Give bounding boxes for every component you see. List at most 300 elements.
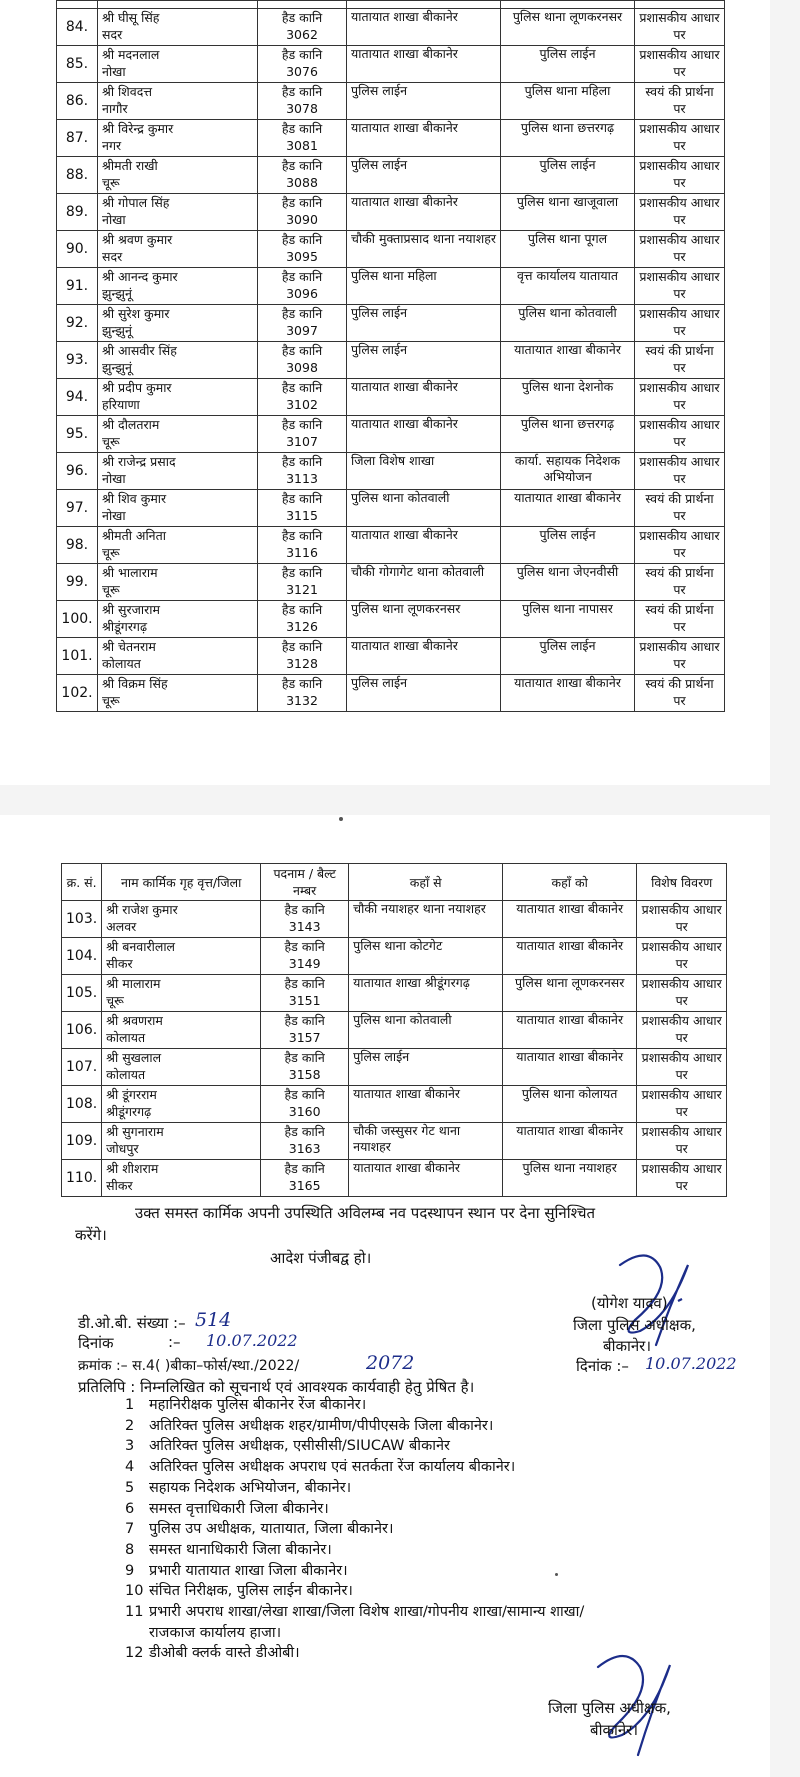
employee-home-district: झुन्झुनूं: [102, 286, 132, 301]
remarks: प्रशासकीय आधार पर: [635, 46, 725, 83]
copy-to-item-number: 5: [125, 1479, 135, 1496]
employee-home-district: चूरू: [102, 582, 120, 597]
to-location: पुलिस थाना नयाशहर: [503, 1160, 637, 1197]
designation: हैड कानि: [281, 639, 323, 654]
document-page-1: [0, 0, 770, 785]
designation: हैड कानि: [281, 195, 323, 210]
employee-home-district: सदर: [102, 249, 123, 264]
from-location: चौकी गोगागेट थाना कोतवाली: [347, 564, 501, 601]
from-location: यातायात शाखा बीकानेर: [347, 46, 501, 83]
employee-cell: [98, 157, 258, 194]
kramank-number-handwritten: 2072: [366, 1352, 415, 1374]
employee-cell: [98, 342, 258, 379]
employee-cell: [102, 975, 261, 1012]
to-location: पुलिस थाना खाजूवाला: [501, 194, 635, 231]
belt-number: 3097: [286, 323, 318, 338]
designation: हैड कानि: [284, 939, 325, 954]
serial-number: 88.: [57, 157, 98, 194]
copy-to-item-text: अतिरिक्त पुलिस अधीक्षक अपराध एवं सतर्कता रेंज कार्यालय बीकानेर।: [149, 1459, 516, 1476]
employee-name: श्री राजेश कुमार: [106, 902, 178, 917]
serial-number: 100.: [57, 601, 98, 638]
employee-name: श्री चेतनराम: [102, 639, 156, 654]
employee-name: श्री सुगनाराम: [106, 1124, 164, 1139]
designation: हैड कानि: [284, 1087, 325, 1102]
to-location: पुलिस लाईन: [501, 527, 635, 564]
serial-number: 86.: [57, 83, 98, 120]
table-row: [57, 194, 725, 231]
table-row: [57, 231, 725, 268]
designation: हैड कानि: [281, 380, 323, 395]
belt-number: 3116: [286, 545, 318, 560]
employee-cell: [98, 305, 258, 342]
from-location: यातायात शाखा बीकानेर: [349, 1086, 503, 1123]
remarks: प्रशासकीय आधार पर: [637, 938, 727, 975]
designation-cell: [258, 305, 347, 342]
table-row: [57, 453, 725, 490]
copy-to-item-number: 12: [125, 1645, 144, 1662]
employee-cell: [98, 601, 258, 638]
table-row: [57, 342, 725, 379]
designation-cell: [258, 601, 347, 638]
table-row: [62, 1123, 727, 1160]
belt-number: 3143: [288, 919, 321, 934]
table-row: [57, 416, 725, 453]
serial-number: 91.: [57, 268, 98, 305]
scan-dot: [339, 817, 343, 821]
serial-number: 85.: [57, 46, 98, 83]
designation: हैड कानि: [281, 454, 323, 469]
serial-number: 99.: [57, 564, 98, 601]
designation: हैड कानि: [281, 417, 323, 432]
copy-to-item: [125, 1623, 584, 1644]
designation: हैड कानि: [281, 10, 323, 25]
scan-dot: [555, 1573, 558, 1576]
belt-number: 3157: [288, 1030, 321, 1045]
employee-cell: [98, 453, 258, 490]
from-location: यातायात शाखा श्रीडूंगरगढ़: [349, 975, 503, 1012]
copy-to-item: [125, 1436, 584, 1457]
remarks: प्रशासकीय आधार पर: [635, 9, 725, 46]
copy-to-intro: प्रतिलिपि : निम्नलिखित को सूचनार्थ एवं आवश्यक कार्यवाही हेतु प्रेषित है।: [78, 1378, 475, 1396]
designation-cell: [261, 901, 349, 938]
table-row: [57, 638, 725, 675]
serial-number: 98.: [57, 527, 98, 564]
employee-home-district: नगर: [102, 138, 122, 153]
remarks: प्रशासकीय आधार पर: [637, 1160, 727, 1197]
employee-home-district: चूरू: [102, 434, 120, 449]
employee-name: श्री बनवारीलाल: [106, 939, 176, 954]
copy-to-item-number: 1: [125, 1397, 135, 1413]
table-row: [57, 379, 725, 416]
copy-to-item: [125, 1395, 584, 1416]
from-location: यातायात शाखा बीकानेर: [347, 416, 501, 453]
designation-cell: [261, 1160, 349, 1197]
dob-date-separator: :–: [168, 1333, 181, 1351]
employee-cell: [102, 1086, 261, 1123]
remarks: स्वयं की प्रार्थना पर: [635, 490, 725, 527]
serial-number: 90.: [57, 231, 98, 268]
table-row: [57, 305, 725, 342]
designation: हैड कानि: [284, 1124, 325, 1139]
remarks: स्वयं की प्रार्थना पर: [635, 342, 725, 379]
employee-name: श्री विरेन्द्र कुमार: [102, 121, 174, 136]
copy-to-item-number: 9: [125, 1562, 135, 1579]
employee-cell: [98, 46, 258, 83]
header-remarks: विशेष विवरण: [637, 864, 727, 901]
serial-number: 96.: [57, 453, 98, 490]
employee-cell: [102, 1049, 261, 1086]
to-location: पुलिस थाना कोतवाली: [501, 305, 635, 342]
employee-home-district: कोलायत: [106, 1030, 146, 1045]
employee-name: श्री दौलतराम: [102, 417, 160, 432]
table-row: [57, 83, 725, 120]
to-location: पुलिस थाना छत्तरगढ़: [501, 120, 635, 157]
belt-number: 3096: [286, 286, 318, 301]
remarks: प्रशासकीय आधार पर: [635, 416, 725, 453]
belt-number: 3132: [286, 693, 318, 708]
from-location: पुलिस थाना कोटगेट: [349, 938, 503, 975]
from-location: पुलिस लाईन: [347, 83, 501, 120]
transfer-table-page-1: [56, 0, 725, 712]
from-location: जिला विशेष शाखा: [347, 453, 501, 490]
designation-cell: [261, 975, 349, 1012]
employee-cell: [98, 416, 258, 453]
copy-to-item-text: सहायक निदेशक अभियोजन, बीकानेर।: [149, 1479, 352, 1496]
from-location: चौकी नयाशहर थाना नयाशहर: [349, 901, 503, 938]
employee-home-district: चूरू: [106, 993, 124, 1008]
serial-number: 101.: [57, 638, 98, 675]
belt-number: 3078: [286, 101, 318, 116]
from-location: यातायात शाखा बीकानेर: [347, 379, 501, 416]
employee-name: श्री शिवदत्त: [102, 84, 153, 99]
employee-name: श्री विक्रम सिंह: [102, 676, 168, 691]
employee-name: श्री सुखलाल: [106, 1050, 162, 1065]
employee-name: श्रीमती अनिता: [102, 528, 166, 543]
designation-cell: [258, 527, 347, 564]
employee-home-district: नोखा: [102, 64, 126, 79]
copy-to-item: [125, 1519, 584, 1540]
remarks: प्रशासकीय आधार पर: [635, 527, 725, 564]
designation-cell: [258, 231, 347, 268]
belt-number: 3095: [286, 249, 318, 264]
table-row: [57, 601, 725, 638]
copy-to-item-number: 2: [125, 1417, 135, 1434]
from-location: चौकी जस्सुसर गेट थाना नयाशहर: [349, 1123, 503, 1160]
employee-name: श्री सुरेश कुमार: [102, 306, 170, 321]
employee-cell: [102, 1012, 261, 1049]
from-location: पुलिस लाईन: [347, 157, 501, 194]
signatory-2-place: बीकानेर।: [590, 1721, 639, 1739]
serial-number: 93.: [57, 342, 98, 379]
employee-name: श्री राजेन्द्र प्रसाद: [102, 454, 176, 469]
employee-cell: [98, 379, 258, 416]
serial-number: 110.: [62, 1160, 102, 1197]
designation-cell: [258, 46, 347, 83]
designation-cell: [258, 194, 347, 231]
signatory-2-title: जिला पुलिस अधीक्षक,: [548, 1699, 671, 1717]
copy-to-item: [125, 1540, 584, 1561]
employee-home-district: झुन्झुनूं: [102, 360, 132, 375]
copy-to-item-text: अतिरिक्त पुलिस अधीक्षक शहर/ग्रामीण/पीपीएसके जिला बीकानेर।: [149, 1417, 494, 1434]
table-row: [62, 1049, 727, 1086]
copy-to-item-text: अतिरिक्त पुलिस अधीक्षक, एसीसीसी/SIUCAW बीकानेर: [149, 1438, 450, 1455]
belt-number: 3163: [288, 1141, 321, 1156]
employee-cell: [102, 938, 261, 975]
remarks: स्वयं की प्रार्थना पर: [635, 83, 725, 120]
employee-cell: [98, 638, 258, 675]
remarks: स्वयं की प्रार्थना पर: [635, 564, 725, 601]
copy-to-item: [125, 1581, 584, 1602]
employee-home-district: श्रीडूंगरगढ़: [106, 1104, 152, 1119]
to-location: पुलिस थाना महिला: [501, 83, 635, 120]
employee-home-district: चूरू: [102, 545, 120, 560]
to-location: पुलिस थाना पूगल: [501, 231, 635, 268]
header-name: नाम कार्मिक गृह वृत्त/जिला: [102, 864, 261, 901]
designation-cell: [258, 157, 347, 194]
employee-home-district: चूरू: [102, 693, 120, 708]
belt-number: 3076: [286, 64, 318, 79]
table-row: [57, 46, 725, 83]
table-row-cut: [57, 1, 725, 9]
designation-cell: [261, 1123, 349, 1160]
to-location: यातायात शाखा बीकानेर: [503, 938, 637, 975]
to-location: पुलिस थाना देशनोक: [501, 379, 635, 416]
to-location: पुलिस थाना नापासर: [501, 601, 635, 638]
employee-cell: [98, 675, 258, 712]
to-location: पुलिस थाना जेएनवीसी: [501, 564, 635, 601]
serial-number: 87.: [57, 120, 98, 157]
remarks: स्वयं की प्रार्थना पर: [635, 675, 725, 712]
employee-cell: [102, 901, 261, 938]
designation-cell: [258, 675, 347, 712]
header-designation: पदनाम / बैल्ट नम्बर: [261, 864, 349, 901]
employee-name: श्री सुरजाराम: [102, 602, 160, 617]
to-location: पुलिस थाना छत्तरगढ़: [501, 416, 635, 453]
employee-home-district: हरियाणा: [102, 397, 140, 412]
serial-number: 104.: [62, 938, 102, 975]
designation: हैड कानि: [281, 602, 323, 617]
serial-number: 108.: [62, 1086, 102, 1123]
designation: हैड कानि: [284, 1161, 325, 1176]
designation: हैड कानि: [284, 1050, 325, 1065]
to-location: यातायात शाखा बीकानेर: [501, 675, 635, 712]
from-location: पुलिस थाना कोतवाली: [349, 1012, 503, 1049]
table-header-row: [62, 864, 727, 901]
employee-cell: [98, 268, 258, 305]
copy-to-item: [125, 1602, 584, 1623]
remarks: प्रशासकीय आधार पर: [635, 194, 725, 231]
serial-number: 106.: [62, 1012, 102, 1049]
copy-to-item-number: 6: [125, 1500, 135, 1517]
remarks: प्रशासकीय आधार पर: [637, 901, 727, 938]
copy-to-item-text: महानिरीक्षक पुलिस बीकानेर रेंज बीकानेर।: [149, 1397, 367, 1413]
to-location: यातायात शाखा बीकानेर: [503, 1012, 637, 1049]
employee-name: श्री आनन्द कुमार: [102, 269, 178, 284]
employee-name: श्री गोपाल सिंह: [102, 195, 170, 210]
belt-number: 3090: [286, 212, 318, 227]
copy-to-item-text: समस्त वृत्ताधिकारी जिला बीकानेर।: [149, 1500, 329, 1517]
employee-home-district: श्रीडूंगरगढ़: [102, 619, 148, 634]
belt-number: 3081: [286, 138, 318, 153]
to-location: यातायात शाखा बीकानेर: [501, 490, 635, 527]
transfer-table-page-2: [61, 863, 727, 1197]
employee-home-district: जोधपुर: [106, 1141, 139, 1156]
employee-home-district: कोलायत: [102, 656, 141, 671]
copy-to-item-text: डीओबी क्लर्क वास्ते डीओबी।: [149, 1645, 300, 1662]
from-location: पुलिस थाना कोतवाली: [347, 490, 501, 527]
header-from: कहाँ से: [349, 864, 503, 901]
employee-cell: [98, 120, 258, 157]
remarks: प्रशासकीय आधार पर: [635, 231, 725, 268]
employee-home-district: सीकर: [106, 956, 133, 971]
from-location: पुलिस लाईन: [347, 675, 501, 712]
copy-to-item-text: समस्त थानाधिकारी जिला बीकानेर।: [149, 1541, 332, 1558]
copy-to-item-number: 7: [125, 1521, 135, 1538]
belt-number: 3107: [286, 434, 318, 449]
employee-home-district: नोखा: [102, 471, 126, 486]
from-location: यातायात शाखा बीकानेर: [347, 194, 501, 231]
designation: हैड कानि: [281, 121, 323, 136]
designation: हैड कानि: [281, 343, 323, 358]
dob-date-label: दिनांक: [78, 1334, 114, 1352]
dob-date-handwritten: 10.07.2022: [206, 1331, 298, 1350]
employee-name: श्री शीशराम: [106, 1161, 159, 1176]
table-row: [57, 268, 725, 305]
remarks: प्रशासकीय आधार पर: [635, 379, 725, 416]
employee-name: श्री आसवीर सिंह: [102, 343, 177, 358]
serial-number: 89.: [57, 194, 98, 231]
kramank-date-label: दिनांक :–: [576, 1357, 629, 1375]
document-page-2: [0, 815, 770, 1777]
table-row: [57, 9, 725, 46]
copy-to-item: [125, 1643, 584, 1664]
table-row: [57, 490, 725, 527]
from-location: पुलिस थाना लूणकरनसर: [347, 601, 501, 638]
designation-cell: [258, 83, 347, 120]
remarks: प्रशासकीय आधार पर: [635, 157, 725, 194]
copy-to-item: [125, 1478, 584, 1499]
header-to: कहाँ को: [503, 864, 637, 901]
remarks: प्रशासकीय आधार पर: [635, 305, 725, 342]
remarks: प्रशासकीय आधार पर: [635, 268, 725, 305]
designation-cell: [261, 1049, 349, 1086]
designation: हैड कानि: [281, 47, 323, 62]
to-location: पुलिस लाईन: [501, 638, 635, 675]
remarks: प्रशासकीय आधार पर: [637, 1123, 727, 1160]
serial-number: 107.: [62, 1049, 102, 1086]
belt-number: 3102: [286, 397, 318, 412]
employee-name: श्रीमती राखी: [102, 158, 158, 173]
belt-number: 3115: [286, 508, 318, 523]
serial-number: 109.: [62, 1123, 102, 1160]
serial-number: 105.: [62, 975, 102, 1012]
designation: हैड कानि: [284, 902, 325, 917]
table-row: [62, 1086, 727, 1123]
belt-number: 3160: [288, 1104, 321, 1119]
serial-number: 92.: [57, 305, 98, 342]
employee-home-district: चूरू: [102, 175, 120, 190]
belt-number: 3151: [288, 993, 321, 1008]
copy-to-item-number: 11: [125, 1604, 144, 1621]
serial-number: 97.: [57, 490, 98, 527]
employee-cell: [98, 9, 258, 46]
designation: हैड कानि: [281, 158, 323, 173]
to-location: पुलिस थाना लूणकरनसर: [501, 9, 635, 46]
designation-cell: [258, 268, 347, 305]
employee-home-district: नोखा: [102, 212, 126, 227]
remarks: प्रशासकीय आधार पर: [635, 453, 725, 490]
from-location: यातायात शाखा बीकानेर: [347, 638, 501, 675]
designation: हैड कानि: [284, 1013, 325, 1028]
to-location: पुलिस थाना लूणकरनसर: [503, 975, 637, 1012]
table-row: [62, 901, 727, 938]
belt-number: 3121: [286, 582, 318, 597]
copy-to-item-text: प्रभारी यातायात शाखा जिला बीकानेर।: [149, 1562, 348, 1579]
designation: हैड कानि: [281, 528, 323, 543]
from-location: चौकी मुक्ताप्रसाद थाना नयाशहर: [347, 231, 501, 268]
table-row: [57, 120, 725, 157]
serial-number: 84.: [57, 9, 98, 46]
to-location: यातायात शाखा बीकानेर: [501, 342, 635, 379]
to-location: वृत्त कार्यालय यातायात: [501, 268, 635, 305]
copy-to-item-number: 4: [125, 1459, 135, 1476]
employee-name: श्री घीसू सिंह: [102, 10, 160, 25]
designation-cell: [258, 342, 347, 379]
table-row: [57, 564, 725, 601]
signatory-1-place: बीकानेर।: [603, 1337, 652, 1355]
designation-cell: [261, 938, 349, 975]
belt-number: 3088: [286, 175, 318, 190]
designation-cell: [258, 416, 347, 453]
designation-cell: [258, 120, 347, 157]
copy-to-item-number: 3: [125, 1438, 135, 1455]
dob-number-handwritten: 514: [195, 1309, 232, 1331]
designation-cell: [261, 1086, 349, 1123]
from-location: पुलिस लाईन: [349, 1049, 503, 1086]
order-registered-line: आदेश पंजीबद्व हो।: [270, 1249, 372, 1267]
employee-cell: [98, 194, 258, 231]
from-location: यातायात शाखा बीकानेर: [347, 527, 501, 564]
employee-name: श्री श्रवणराम: [106, 1013, 163, 1028]
to-location: यातायात शाखा बीकानेर: [503, 1123, 637, 1160]
copy-to-item-text: प्रभारी अपराध शाखा/लेखा शाखा/जिला विशेष शाखा/गोपनीय शाखा/सामान्य शाखा/: [149, 1604, 585, 1621]
belt-number: 3098: [286, 360, 318, 375]
from-location: यातायात शाखा बीकानेर: [347, 9, 501, 46]
employee-name: श्री श्रवण कुमार: [102, 232, 173, 247]
table-row: [62, 975, 727, 1012]
designation-cell: [258, 453, 347, 490]
remarks: प्रशासकीय आधार पर: [635, 120, 725, 157]
belt-number: 3158: [288, 1067, 321, 1082]
designation: हैड कानि: [281, 676, 323, 691]
closing-line-1: उक्त समस्त कार्मिक अपनी उपस्थिति अविलम्ब नव पदस्थापन स्थान पर देना सुनिश्चित: [135, 1204, 596, 1222]
designation-cell: [258, 490, 347, 527]
remarks: प्रशासकीय आधार पर: [635, 638, 725, 675]
to-location: पुलिस लाईन: [501, 157, 635, 194]
employee-cell: [98, 83, 258, 120]
copy-to-list: [125, 1395, 584, 1664]
designation: हैड कानि: [281, 84, 323, 99]
designation: हैड कानि: [281, 232, 323, 247]
serial-number: 103.: [62, 901, 102, 938]
table-row: [57, 157, 725, 194]
employee-home-district: झुन्झुनूं: [102, 323, 132, 338]
employee-name: श्री डूंगरराम: [106, 1087, 157, 1102]
designation-cell: [258, 638, 347, 675]
to-location: कार्या. सहायक निदेशक अभियोजन: [501, 453, 635, 490]
employee-cell: [98, 490, 258, 527]
remarks: प्रशासकीय आधार पर: [637, 1049, 727, 1086]
